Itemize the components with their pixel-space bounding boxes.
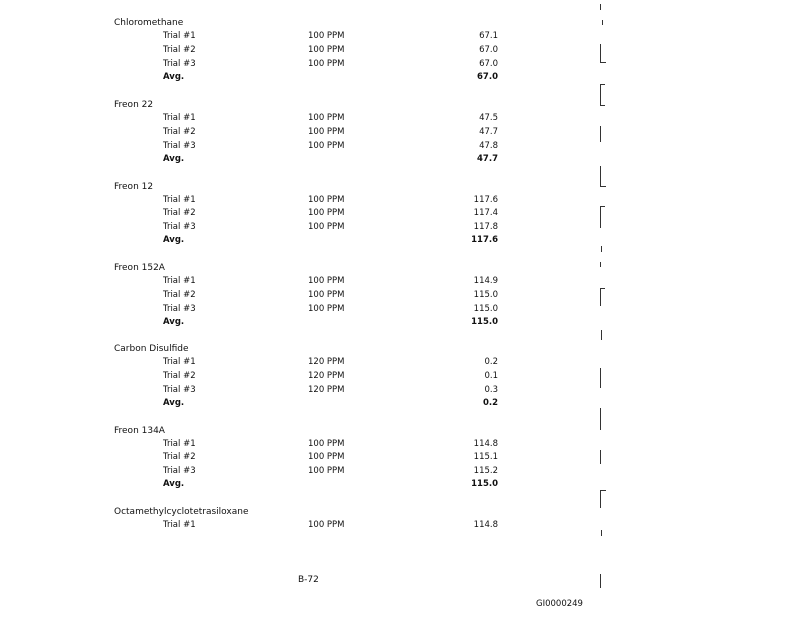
avg-label: Avg. bbox=[163, 235, 185, 245]
concentration: 100 PPM bbox=[308, 520, 345, 530]
trial-row bbox=[0, 30, 800, 43]
measured-value: 47.7 bbox=[479, 127, 498, 137]
avg-label: Avg. bbox=[163, 317, 185, 327]
trial-label: Trial #1 bbox=[163, 195, 196, 205]
avg-label: Avg. bbox=[163, 154, 185, 164]
trial-label: Trial #1 bbox=[163, 439, 196, 449]
trial-row bbox=[0, 221, 800, 234]
trial-row bbox=[0, 303, 800, 316]
trial-row bbox=[0, 58, 800, 71]
average-row bbox=[0, 397, 800, 410]
avg-label: Avg. bbox=[163, 72, 185, 82]
concentration: 100 PPM bbox=[308, 222, 345, 232]
measured-value: 47.5 bbox=[479, 113, 498, 123]
trial-label: Trial #3 bbox=[163, 59, 196, 69]
average-row bbox=[0, 71, 800, 84]
trial-label: Trial #1 bbox=[163, 113, 196, 123]
concentration: 120 PPM bbox=[308, 357, 345, 367]
trial-label: Trial #3 bbox=[163, 304, 196, 314]
avg-label: Avg. bbox=[163, 398, 185, 408]
compound-name: Freon 152A bbox=[114, 263, 165, 273]
scan-edge-artifacts bbox=[596, 0, 616, 618]
trial-label: Trial #1 bbox=[163, 31, 196, 41]
trial-label: Trial #2 bbox=[163, 290, 196, 300]
trial-row bbox=[0, 356, 800, 369]
trial-row bbox=[0, 519, 800, 532]
average-row bbox=[0, 478, 800, 491]
trial-row bbox=[0, 44, 800, 57]
average-value: 67.0 bbox=[477, 72, 498, 82]
trial-row bbox=[0, 207, 800, 220]
trial-label: Trial #3 bbox=[163, 222, 196, 232]
avg-label: Avg. bbox=[163, 479, 185, 489]
measured-value: 67.0 bbox=[479, 59, 498, 69]
compound-name: Carbon Disulfide bbox=[114, 344, 189, 354]
measured-value: 67.1 bbox=[479, 31, 498, 41]
trial-row bbox=[0, 126, 800, 139]
measured-value: 67.0 bbox=[479, 45, 498, 55]
trial-row bbox=[0, 451, 800, 464]
measured-value: 115.0 bbox=[473, 304, 498, 314]
concentration: 120 PPM bbox=[308, 385, 345, 395]
trial-label: Trial #2 bbox=[163, 371, 196, 381]
compound-name: Freon 12 bbox=[114, 182, 154, 192]
measured-value: 0.1 bbox=[484, 371, 498, 381]
average-row bbox=[0, 234, 800, 247]
trial-row bbox=[0, 140, 800, 153]
average-value: 47.7 bbox=[477, 154, 498, 164]
concentration: 100 PPM bbox=[308, 208, 345, 218]
concentration: 100 PPM bbox=[308, 59, 345, 69]
average-row bbox=[0, 316, 800, 329]
concentration: 100 PPM bbox=[308, 127, 345, 137]
trial-label: Trial #2 bbox=[163, 452, 196, 462]
measured-value: 47.8 bbox=[479, 141, 498, 151]
trial-row bbox=[0, 384, 800, 397]
concentration: 100 PPM bbox=[308, 113, 345, 123]
concentration: 100 PPM bbox=[308, 466, 345, 476]
trial-label: Trial #2 bbox=[163, 208, 196, 218]
concentration: 100 PPM bbox=[308, 452, 345, 462]
average-value: 0.2 bbox=[482, 398, 498, 408]
compound-name: Chloromethane bbox=[114, 18, 184, 28]
trial-row bbox=[0, 370, 800, 383]
measured-value: 114.8 bbox=[473, 520, 498, 530]
measured-value: 114.8 bbox=[473, 439, 498, 449]
concentration: 100 PPM bbox=[308, 141, 345, 151]
concentration: 100 PPM bbox=[308, 290, 345, 300]
trial-row bbox=[0, 275, 800, 288]
concentration: 100 PPM bbox=[308, 276, 345, 286]
concentration: 100 PPM bbox=[308, 304, 345, 314]
measured-value: 0.2 bbox=[484, 357, 498, 367]
measured-value: 115.0 bbox=[473, 290, 498, 300]
trial-row bbox=[0, 194, 800, 207]
measured-value: 0.3 bbox=[484, 385, 498, 395]
measured-value: 117.4 bbox=[473, 208, 498, 218]
concentration: 100 PPM bbox=[308, 45, 345, 55]
compound-name: Freon 134A bbox=[114, 426, 165, 436]
trial-label: Trial #1 bbox=[163, 520, 196, 530]
trial-row bbox=[0, 112, 800, 125]
average-value: 115.0 bbox=[471, 317, 498, 327]
concentration: 100 PPM bbox=[308, 195, 345, 205]
trial-row bbox=[0, 465, 800, 478]
concentration: 120 PPM bbox=[308, 371, 345, 381]
trial-label: Trial #3 bbox=[163, 466, 196, 476]
trial-label: Trial #3 bbox=[163, 141, 196, 151]
trial-label: Trial #1 bbox=[163, 276, 196, 286]
trial-row bbox=[0, 438, 800, 451]
concentration: 100 PPM bbox=[308, 31, 345, 41]
average-value: 117.6 bbox=[471, 235, 498, 245]
trial-label: Trial #2 bbox=[163, 45, 196, 55]
measured-value: 115.1 bbox=[473, 452, 498, 462]
trial-row bbox=[0, 289, 800, 302]
measured-value: 117.6 bbox=[473, 195, 498, 205]
bates-number: GI0000249 bbox=[536, 599, 583, 609]
trial-label: Trial #1 bbox=[163, 357, 196, 367]
average-row bbox=[0, 153, 800, 166]
average-value: 115.0 bbox=[471, 479, 498, 489]
concentration: 100 PPM bbox=[308, 439, 345, 449]
trial-label: Trial #2 bbox=[163, 127, 196, 137]
trial-label: Trial #3 bbox=[163, 385, 196, 395]
compound-name: Octamethylcyclotetrasiloxane bbox=[114, 507, 249, 517]
page-number: B-72 bbox=[298, 575, 319, 585]
measured-value: 117.8 bbox=[473, 222, 498, 232]
measured-value: 114.9 bbox=[473, 276, 498, 286]
compound-name: Freon 22 bbox=[114, 100, 154, 110]
measured-value: 115.2 bbox=[473, 466, 498, 476]
